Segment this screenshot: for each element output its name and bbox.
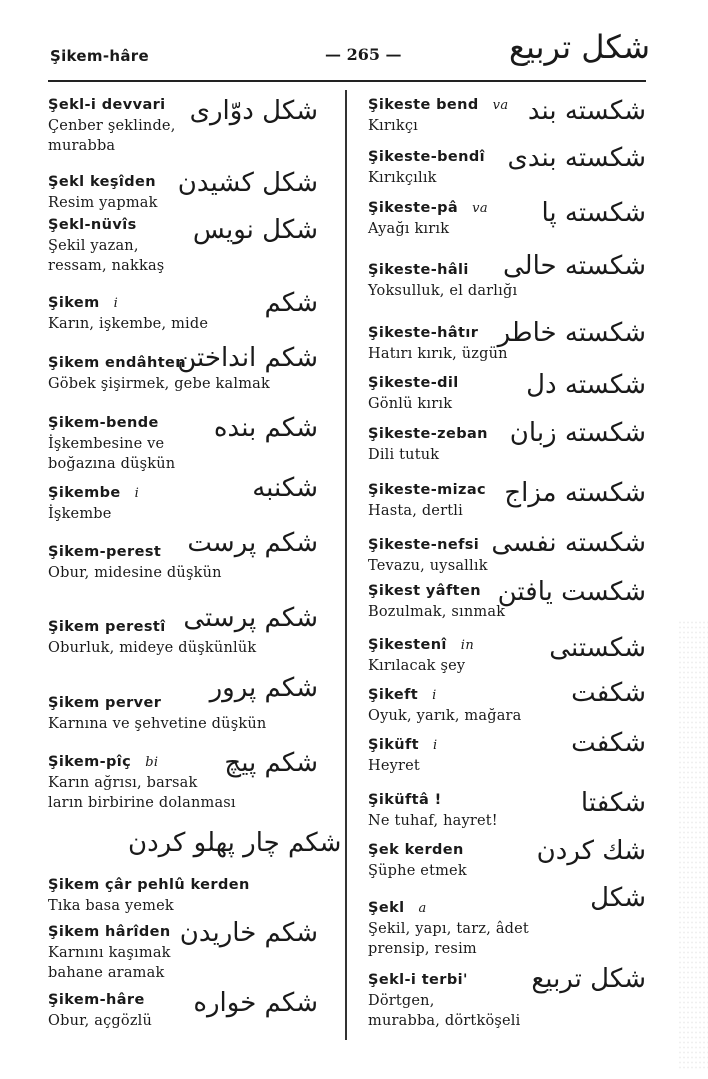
arabic-script: شكفتا [580, 788, 646, 818]
definition: Dili tutuk [368, 447, 440, 463]
arabic-script: شكسته دل [526, 370, 646, 400]
headword-text: Şekl keşîden [48, 174, 156, 190]
definition: Kırıkçı [368, 118, 418, 134]
arabic-script: شكسته پا [541, 198, 646, 228]
definition: Heyret [368, 758, 420, 774]
headword-text: Şikeste-hâli [368, 262, 469, 278]
headword-text: Şikeste-hâtır [368, 325, 479, 341]
arabic-script: شكستنى [549, 633, 646, 663]
arabic-script: شكم چار پهلو كردن [128, 828, 342, 858]
definition: Bozulmak, sınmak [368, 604, 506, 620]
definition: Şekil, yapı, tarz, âdet prensip, resim [368, 921, 529, 957]
definition: Karnını kaşımak bahane aramak [48, 945, 171, 981]
headword-text: Şikeste bend [368, 97, 479, 113]
headword-text: Şikeft [368, 687, 419, 703]
arabic-script: شكست يافتن [497, 577, 646, 607]
definition: Şekil yazan, ressam, nakkaş [48, 238, 165, 274]
definition: Karnına ve şehvetine düşkün [48, 716, 267, 732]
definition: Oyuk, yarık, mağara [368, 708, 522, 724]
headword-text: Şekl-i terbi' [368, 972, 468, 988]
arabic-script: شكم خاريدن [179, 918, 318, 948]
part-of-speech: va [472, 201, 488, 216]
headword-text: Şikest yâften [368, 583, 481, 599]
definition: Dörtgen, murabba, dörtköşeli [368, 993, 521, 1029]
arabic-script: شكسته مزاج [504, 478, 646, 508]
arabic-script: شكل نويس [192, 215, 318, 245]
headword-text: Şekl-nüvîs [48, 217, 137, 233]
headword-text: Şikem-perest [48, 544, 162, 560]
headword [48, 875, 318, 896]
definition: Göbek şişirmek, gebe kalmak [48, 376, 270, 392]
definition: Ne tuhaf, hayret! [368, 813, 498, 829]
headword-text: Şikem [48, 295, 100, 311]
headword-text: Şikem-hâre [48, 992, 145, 1008]
part-of-speech: va [492, 98, 509, 113]
definition: Tevazu, uysallık [368, 558, 488, 574]
definition: Ayağı kırık [368, 221, 450, 237]
headword-text: Şikeste-mizac [368, 482, 487, 498]
headword-text: Şikem perver [48, 695, 162, 711]
part-of-speech: bi [145, 755, 159, 770]
arabic-script: شكل [590, 883, 646, 913]
headword-text: Şikem hârîden [48, 924, 171, 940]
arabic-script: شكم بنده [213, 413, 318, 443]
headword-text: Şiküft [368, 737, 420, 753]
definition: Oburluk, mideye düşkünlük [48, 640, 257, 656]
headword-text: Şikem endâhten [48, 355, 186, 371]
arabic-script: شكل دوّارى [189, 96, 318, 126]
definition: Tıka basa yemek [48, 898, 174, 914]
arabic-script: شكسته زبان [509, 418, 646, 448]
header-rule [48, 80, 646, 82]
definition: Çenber şeklinde, murabba [48, 118, 176, 154]
arabic-script: شكم پرور [209, 673, 318, 703]
arabic-script: شكفت [571, 678, 646, 708]
arabic-script: شكم [264, 288, 318, 318]
headword-text: Şikeste-dil [368, 375, 459, 391]
headword-text: Şikeste-nefsi [368, 537, 480, 553]
headword-text: Şiküftâ ! [368, 792, 442, 808]
headword-text: Şikem-bende [48, 415, 159, 431]
definition: Karın ağrısı, barsak ların birbirine dolanması [48, 775, 236, 811]
definition: Kırılacak şey [368, 658, 466, 674]
arabic-script: شكنبه [252, 473, 318, 503]
headword-text: Şikestenî [368, 637, 447, 653]
arabic-script: شكم پرست [187, 528, 318, 558]
part-of-speech: i [134, 486, 140, 501]
part-of-speech: i [433, 738, 438, 753]
arabic-script: شكل تربيع [531, 964, 646, 994]
arabic-script: شكم پرستى [183, 603, 318, 633]
headword-text: Şek kerden [368, 842, 464, 858]
arabic-script: شكسته بندى [507, 143, 646, 173]
scan-noise [678, 620, 708, 1070]
headword-text: Şikeste-pâ [368, 200, 459, 216]
running-head-arabic: شكل تربيع [508, 28, 650, 66]
headword-text: Şikembe [48, 485, 121, 501]
headword-text: Şikem çâr pehlû kerden [48, 877, 250, 893]
part-of-speech: i [113, 296, 119, 311]
arabic-script: شكفت [571, 728, 646, 758]
definition: Obur, açgözlü [48, 1013, 153, 1029]
definition: Şüphe etmek [368, 863, 467, 879]
definition: Yoksulluk, el darlığı [368, 283, 518, 299]
part-of-speech: i [432, 688, 437, 703]
definition: Gönlü kırık [368, 396, 453, 412]
arabic-script: شكسته حالى [503, 251, 646, 281]
column-divider [345, 90, 347, 1040]
definition: İşkembe [48, 506, 112, 522]
arabic-script: شك كردن [536, 836, 646, 866]
definition: İşkembesine ve boğazına düşkün [48, 436, 176, 472]
headword-text: Şikem-pîç [48, 754, 132, 770]
dictionary-entry [48, 875, 318, 916]
headword-text: Şikem perestî [48, 619, 166, 635]
headword-text: Şekl-i devvari [48, 97, 166, 113]
part-of-speech: a [418, 901, 427, 916]
arabic-script: شكسته خاطر [497, 318, 646, 348]
part-of-speech: in [460, 638, 475, 653]
arabic-script: شكم انداختن [177, 343, 318, 373]
headword-text: Şikeste-bendî [368, 149, 486, 165]
definition: Karın, işkembe, mide [48, 316, 209, 332]
page-number: — 265 — [325, 45, 402, 64]
running-head: Şikem-hâre [50, 47, 149, 65]
headword-text: Şekl [368, 900, 405, 916]
arabic-script: شكل كشيدن [177, 168, 318, 198]
arabic-script: شكم پيچ [224, 748, 318, 778]
definition: Hatırı kırık, üzgün [368, 346, 508, 362]
headword-text: Şikeste-zeban [368, 426, 488, 442]
definition: Obur, midesine düşkün [48, 565, 222, 581]
arabic-script: شكم خواره [193, 988, 318, 1018]
arabic-script: شكسته نفسى [491, 528, 646, 558]
definition: Hasta, dertli [368, 503, 463, 519]
definition: Kırıkçılık [368, 170, 437, 186]
arabic-script: شكسته بند [527, 96, 646, 126]
definition: Resim yapmak [48, 195, 158, 211]
